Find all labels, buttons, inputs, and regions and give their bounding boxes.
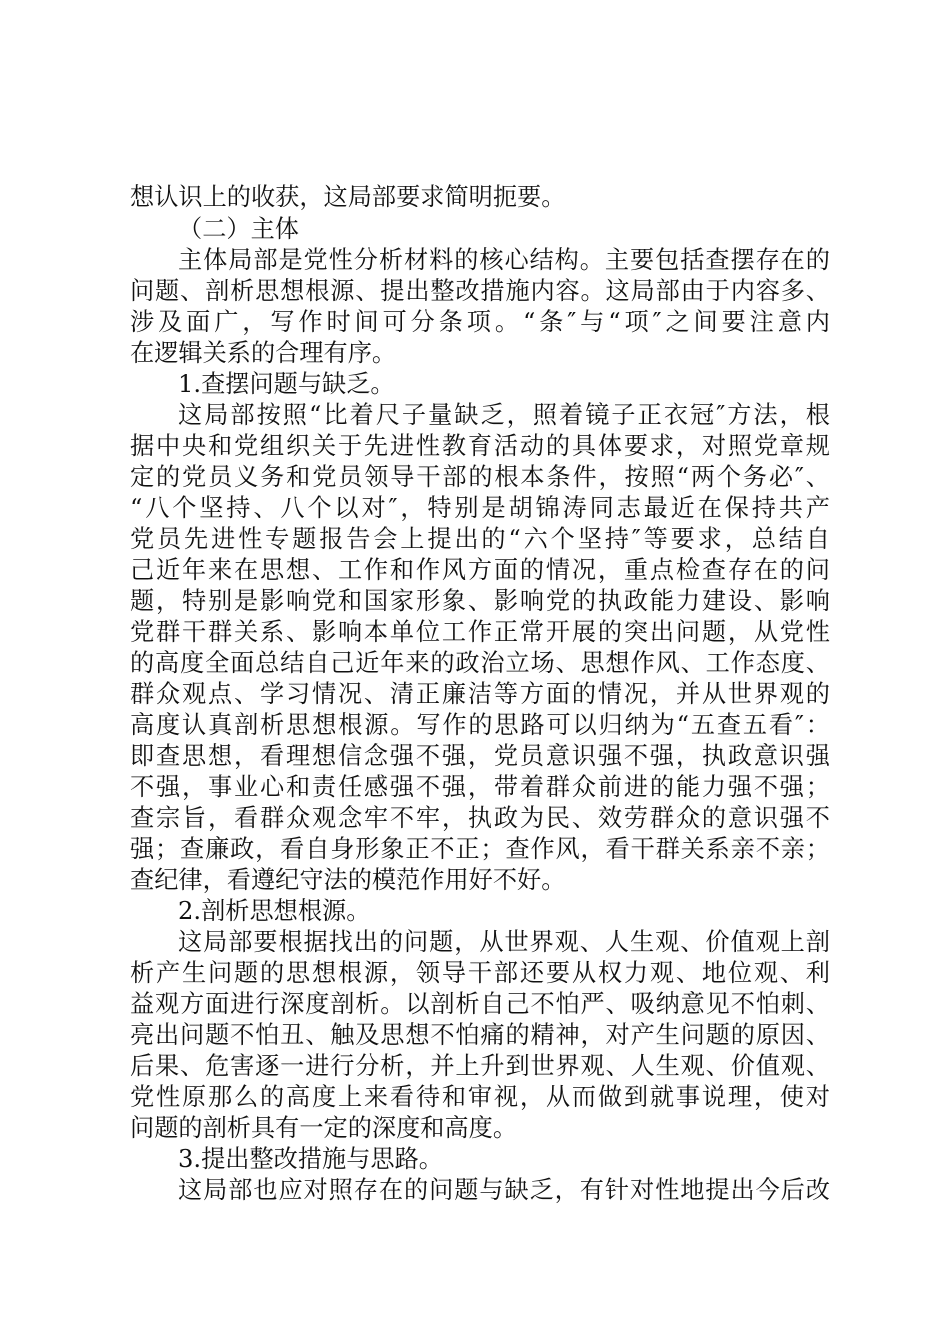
text-line: 想认识上的收获，这局部要求简明扼要。 bbox=[130, 183, 566, 211]
text-line: 问题的剖析具有一定的深度和高度。 bbox=[130, 1114, 518, 1142]
section-heading: （二）主体 bbox=[178, 215, 299, 243]
text-line: “八个坚持、八个以对″，特别是胡锦涛同志最近在保持共产 bbox=[130, 494, 830, 522]
text-line: 定的党员义务和党员领导干部的根本条件，按照“两个务必″、 bbox=[130, 463, 830, 491]
text-line: 后果、危害逐一进行分析，并上升到世界观、人生观、价值观、 bbox=[130, 1052, 830, 1080]
text-line: 这局部按照“比着尺子量缺乏，照着镜子正衣冠″方法，根 bbox=[178, 401, 830, 429]
text-line: 这局部要根据找出的问题，从世界观、人生观、价值观上剖 bbox=[178, 928, 830, 956]
text-line: 主体局部是党性分析材料的核心结构。主要包括查摆存在的 bbox=[178, 246, 830, 274]
text-line: 查纪律，看遵纪守法的模范作用好不好。 bbox=[130, 866, 566, 894]
text-line: 据中央和党组织关于先进性教育活动的具体要求，对照党章规 bbox=[130, 432, 830, 460]
text-line: 即查思想，看理想信念强不强，党员意识强不强，执政意识强 bbox=[130, 742, 830, 770]
text-line: 这局部也应对照存在的问题与缺乏，有针对性地提出今后改 bbox=[178, 1176, 830, 1204]
text-line: 益观方面进行深度剖析。以剖析自己不怕严、吸纳意见不怕刺、 bbox=[130, 990, 830, 1018]
text-line: 题，特别是影响党和国家形象、影响党的执政能力建设、影响 bbox=[130, 587, 830, 615]
text-line: 涉及面广，写作时间可分条项。“条″与“项″之间要注意内 bbox=[130, 308, 830, 336]
text-line: 党员先进性专题报告会上提出的“六个坚持″等要求，总结自 bbox=[130, 525, 830, 553]
text-line: 问题、剖析思想根源、提出整改措施内容。这局部由于内容多、 bbox=[130, 277, 830, 305]
text-line: 党群干群关系、影响本单位工作正常开展的突出问题，从党性 bbox=[130, 618, 830, 646]
text-line: 亮出问题不怕丑、触及思想不怕痛的精神，对产生问题的原因、 bbox=[130, 1021, 830, 1049]
subsection-heading: 1.查摆问题与缺乏。 bbox=[178, 370, 395, 398]
text-line: 的高度全面总结自己近年来的政治立场、思想作风、工作态度、 bbox=[130, 649, 830, 677]
subsection-heading: 3.提出整改措施与思路。 bbox=[178, 1145, 443, 1173]
text-line: 在逻辑关系的合理有序。 bbox=[130, 339, 397, 367]
text-line: 己近年来在思想、工作和作风方面的情况，重点检查存在的问 bbox=[130, 556, 830, 584]
text-line: 查宗旨，看群众观念牢不牢，执政为民、效劳群众的意识强不 bbox=[130, 804, 830, 832]
text-line: 群众观点、学习情况、清正廉洁等方面的情况，并从世界观的 bbox=[130, 680, 830, 708]
text-line: 党性原那么的高度上来看待和审视，从而做到就事说理，使对 bbox=[130, 1083, 830, 1111]
subsection-heading: 2.剖析思想根源。 bbox=[178, 897, 371, 925]
text-line: 析产生问题的思想根源，领导干部还要从权力观、地位观、利 bbox=[130, 959, 830, 987]
text-line: 高度认真剖析思想根源。写作的思路可以归纳为“五查五看″： bbox=[130, 711, 830, 739]
text-line: 不强，事业心和责任感强不强，带着群众前进的能力强不强； bbox=[130, 773, 830, 801]
text-line: 强；查廉政，看自身形象正不正；查作风，看干群关系亲不亲； bbox=[130, 835, 830, 863]
